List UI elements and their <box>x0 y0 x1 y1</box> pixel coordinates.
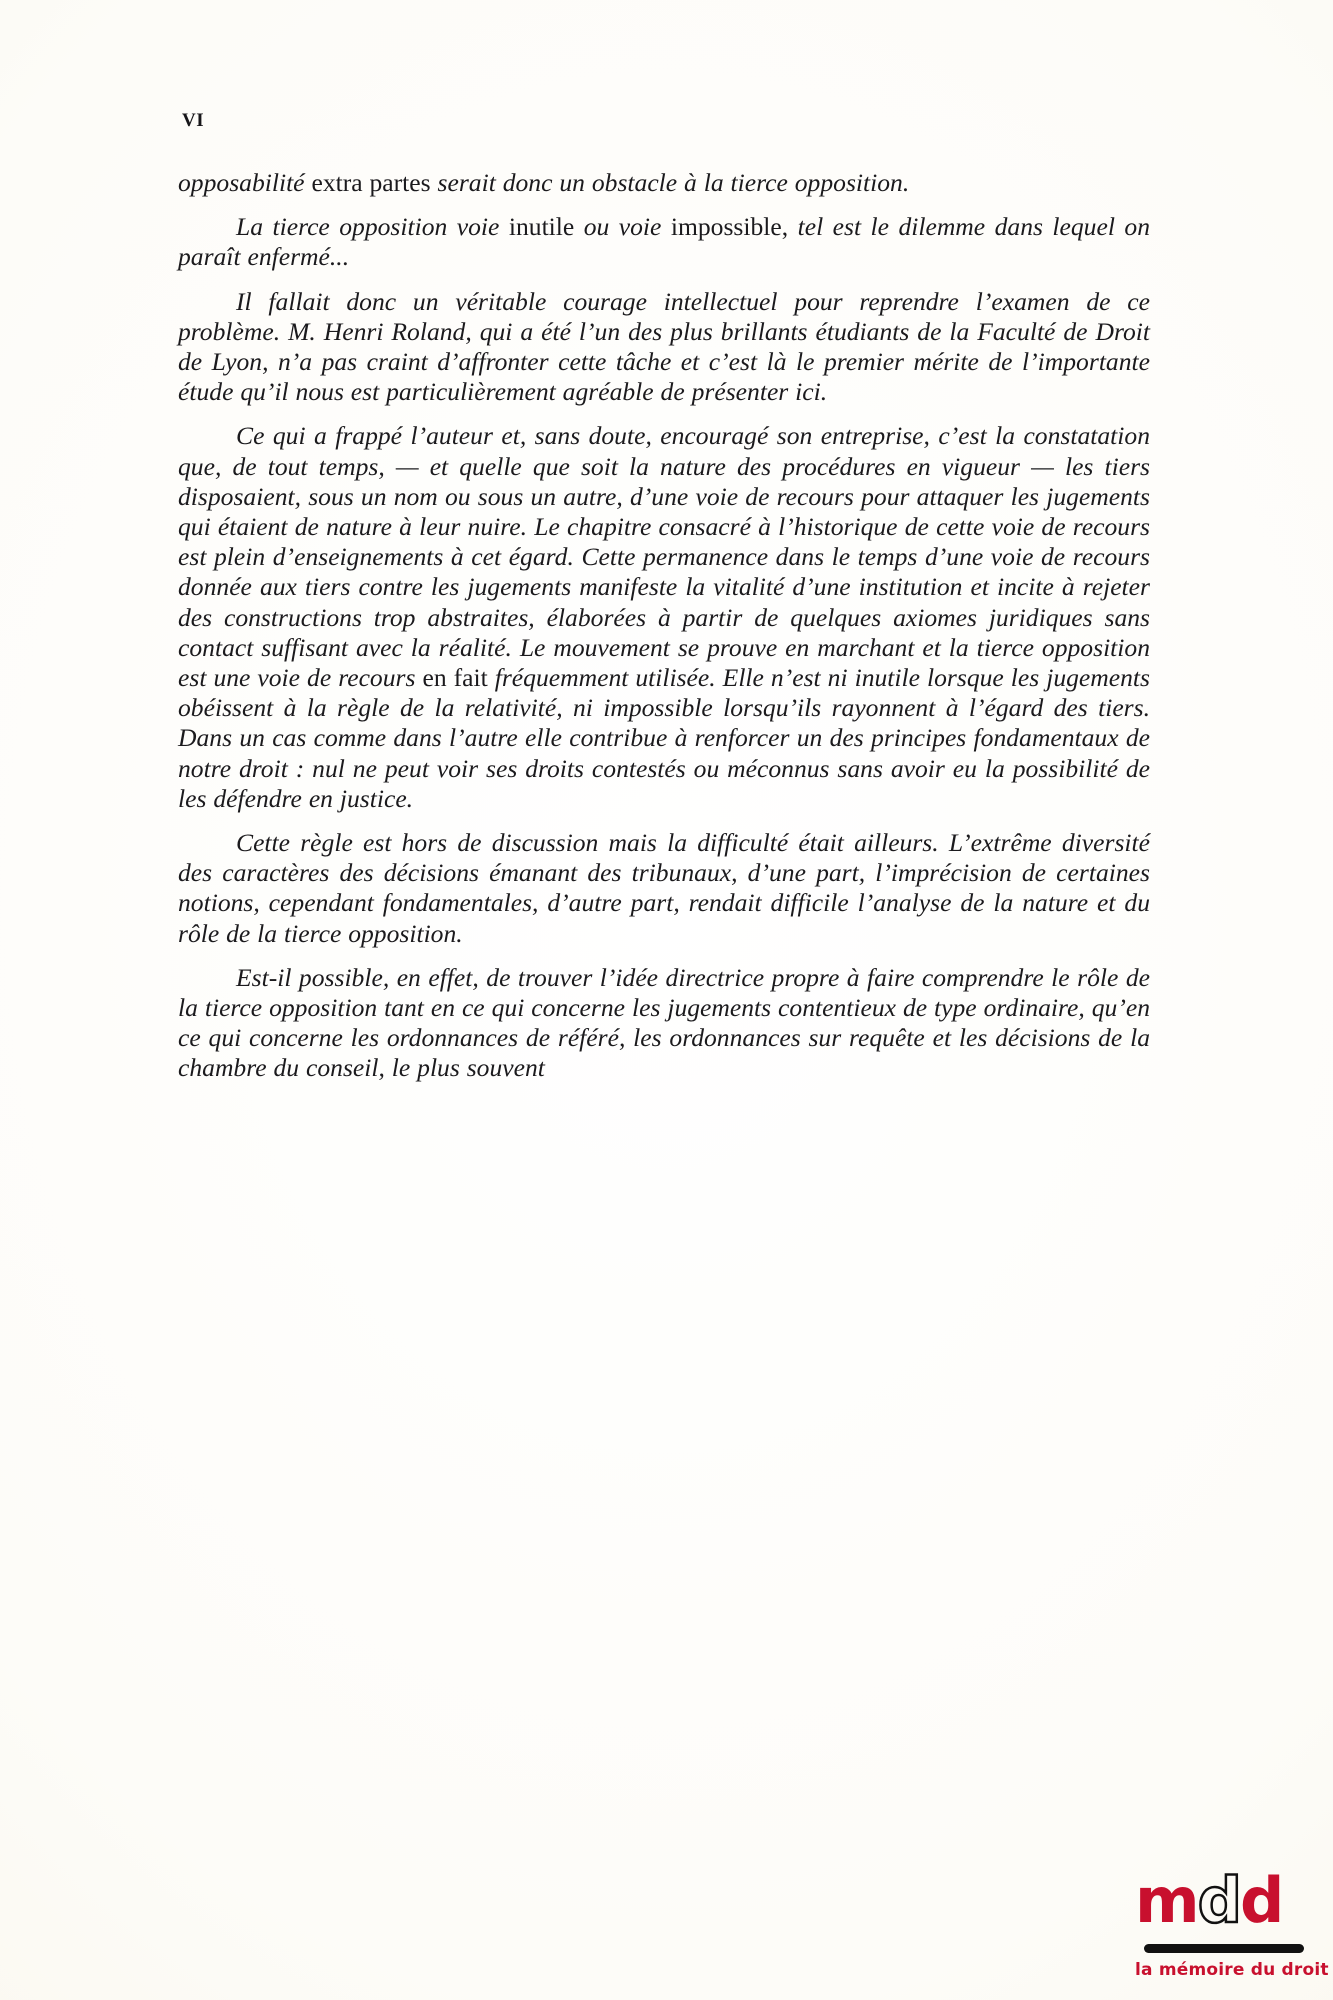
italic-run: ou voie <box>583 212 671 242</box>
logo-mark <box>1111 1864 1329 1980</box>
italic-run: Cette règle est hors de discussion mais la difficulté était ailleurs. L’extrême diversité des caractères des décisions émanant des tribunaux, d’une part, l’imprécision de certaines notions, cependant fondamentales, d’autre part, rendait difficile l’analyse de la nature et du rôle de la tierce opposition. <box>178 828 1150 948</box>
publisher-logo <box>1105 1864 1329 1992</box>
logo-underline-bar <box>1144 1944 1304 1953</box>
paragraph <box>178 963 1150 1084</box>
paragraph <box>178 421 1150 814</box>
italic-run: fréquemment utilisée. Elle n’est ni inutile lorsque les jugements obéissent à la règle de la relativité, ni impossible lorsqu’ils rayonnent à l’égard des tiers. Dans un cas comme dans l’autre elle contribue à renforcer un des principes fondamentaux de notre droit : nul ne peut voir ses droits contestés ou méconnus sans avoir eu la possibilité de les défendre en justice. <box>178 663 1150 813</box>
logo-letter-d: d <box>1240 1864 1283 1937</box>
roman-run: inutile <box>508 212 584 242</box>
logo-letter-d-outline: d <box>1197 1864 1240 1937</box>
paragraph <box>178 168 1150 198</box>
body-text-block <box>178 168 1150 1098</box>
page-number: VI <box>182 110 205 131</box>
italic-run: Ce qui a frappé l’auteur et, sans doute, encouragé son entreprise, c’est la constatation que, de tout temps, — et quelle que soit la nature des procédures en vigueur — les tiers disposaient, sous un nom ou sous un autre, d’une voie de recours pour attaquer les jugements qui étaient de nature à leur nuire. Le chapitre consacré à l’historique de cette voie de recours est plein d’enseignements à cet égard. Cette permanence dans le temps d’une voie de recours donnée aux tiers contre les jugements manifeste la vitalité d’une institution et incite à rejeter des constructions trop abstraites, élaborées à partir de quelques axiomes juridiques sans contact suffisant avec la réalité. Le mouvement se prouve en marchant et la tierce opposition est une voie de recours <box>178 421 1150 693</box>
roman-run: extra partes <box>311 168 438 197</box>
paragraph <box>178 828 1150 949</box>
roman-run: impossible, <box>670 212 798 242</box>
italic-run: La tierce opposition voie <box>236 212 509 242</box>
logo-tagline: la mémoire du droit <box>1135 1960 1329 1980</box>
logo-letter-m: m <box>1135 1864 1198 1937</box>
roman-run: en fait <box>422 663 495 693</box>
italic-run: Il fallait donc un véritable courage intellectuel pour reprendre l’examen de ce problème. M. Henri Roland, qui a été l’un des plus brillants étudiants de la Faculté de Droit de Lyon, n’a pas craint d’affronter cette tâche et c’est là le premier mérite de l’importante étude qu’il nous est particulièrement agréable de présenter ici. <box>178 286 1150 407</box>
italic-run: tel est le dilemme dans lequel on paraît enfermé... <box>178 212 1150 272</box>
logo-wordmark <box>1135 1864 1283 1937</box>
italic-run: Est-il possible, en effet, de trouver l’idée directrice propre à faire comprendre le rôle de la tierce opposition tant en ce qui concerne les jugements contentieux de type ordinaire, qu’en ce qui concerne les ordonnances de référé, les ordonnances sur requête et les décisions de la chambre du conseil, le plus souvent <box>178 962 1150 1083</box>
paragraph <box>178 212 1150 272</box>
paragraph <box>178 287 1150 408</box>
italic-run: serait donc un obstacle à la tierce opposition. <box>437 168 910 197</box>
italic-run: opposabilité <box>178 168 312 197</box>
